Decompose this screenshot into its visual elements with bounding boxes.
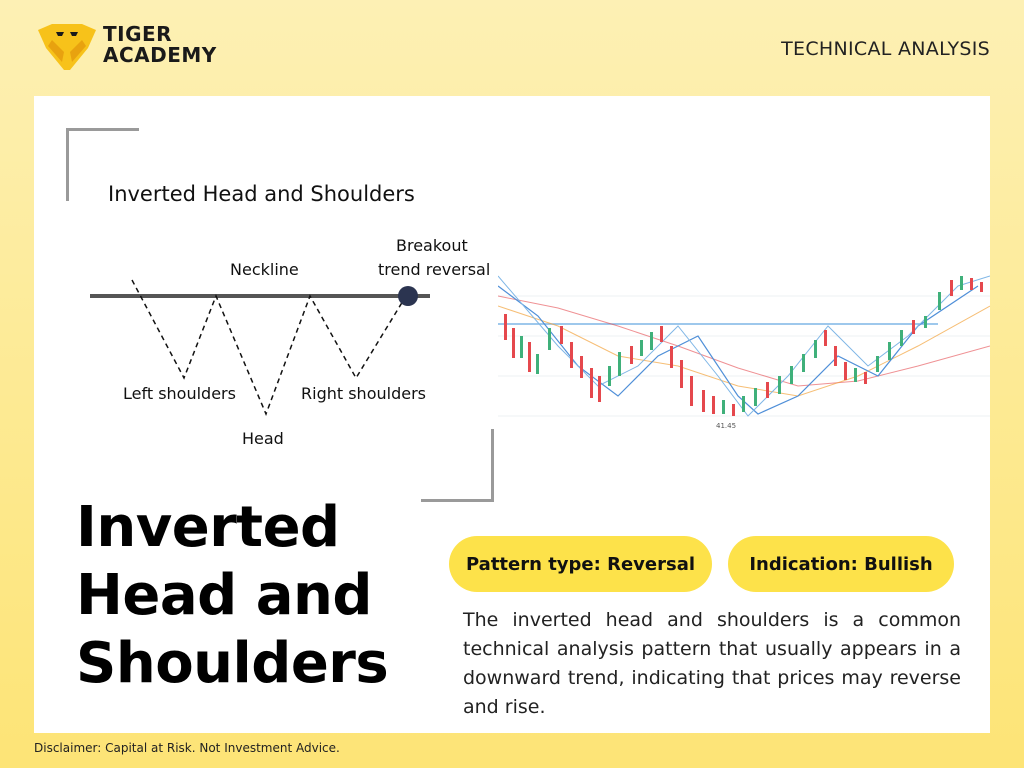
main-title (76, 494, 388, 698)
head-label: Head (242, 429, 284, 448)
chart-low-label: 41.45 (716, 422, 737, 430)
section-label: TECHNICAL ANALYSIS (781, 38, 990, 60)
neckline-label: Neckline (230, 260, 299, 279)
corner-bracket-bottom-right (421, 429, 494, 502)
breakout-label: Breakout (396, 236, 468, 255)
disclaimer: Disclaimer: Capital at Risk. Not Investment Advice. (34, 741, 340, 755)
right-shoulder-label: Right shoulders (301, 384, 426, 403)
stock-chart-screenshot (498, 256, 990, 432)
pattern-type-pill: Pattern type: Reversal (449, 536, 712, 592)
tiger-logo-icon (36, 22, 98, 72)
main-title-line2: Head and (76, 563, 372, 628)
description-text: The inverted head and shoulders is a common technical analysis pattern that usually appears in a downward trend, indicating that prices may reverse and rise. (463, 609, 961, 718)
content-card (34, 96, 990, 733)
trend-reversal-label: trend reversal (378, 260, 491, 279)
breakout-marker (398, 286, 418, 306)
main-title-line3: Shoulders (76, 631, 389, 696)
tiger-academy-logo (36, 22, 236, 72)
indication-pill: Indication: Bullish (728, 536, 954, 592)
logo-text-line2: ACADEMY (103, 43, 217, 67)
left-shoulder-label: Left shoulders (123, 384, 236, 403)
diagram-title: Inverted Head and Shoulders (108, 182, 415, 206)
main-title-line1: Inverted (76, 495, 340, 560)
logo-text-line1: TIGER (103, 22, 173, 46)
